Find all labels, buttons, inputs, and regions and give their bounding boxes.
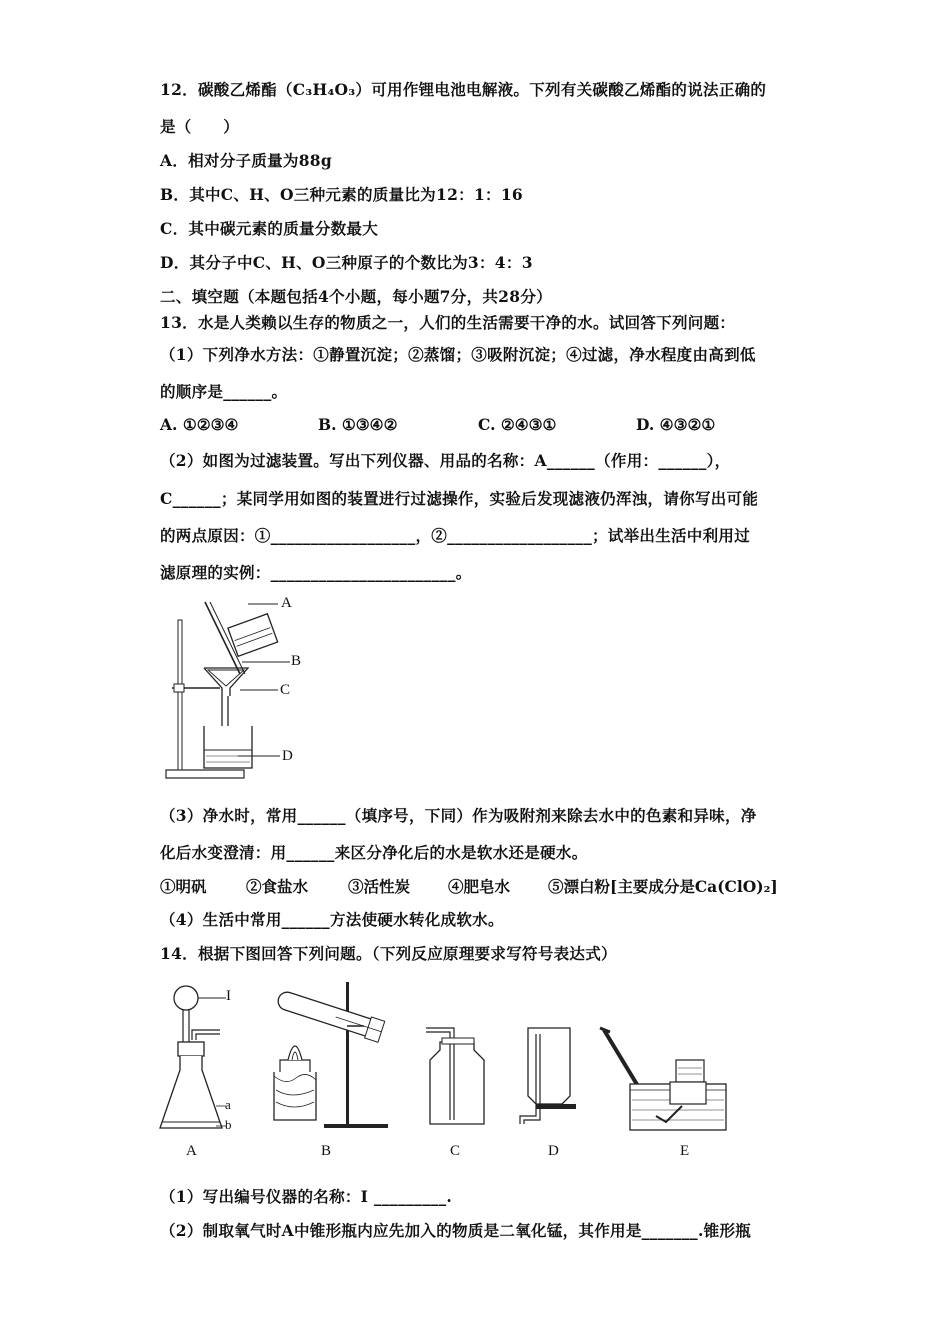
q13-part2-line4: 滤原理的实例：_______________________。 <box>160 563 472 582</box>
q13-part1-line1: （1）下列净水方法：①静置沉淀；②蒸馏；③吸附沉淀；④过滤，净水程度由高到低 <box>160 345 756 364</box>
q14-part2: （2）制取氧气时A中锥形瓶内应先加入的物质是二氧化锰，其作用是_______.锥形瓶 <box>160 1221 752 1240</box>
apparatus-marker-a: a <box>225 1097 231 1112</box>
q13-part2-line3: 的两点原因：①__________________，②__________________；试举出生活中利用过 <box>160 526 751 545</box>
q13-part3-line2: 化后水变澄清：用______来区分净化后的水是软水还是硬水。 <box>160 843 588 862</box>
figure-label-a: A <box>281 595 292 611</box>
section-title: 二、填空题（本题包括4个小题，每小题7分，共28分） <box>160 287 552 306</box>
q13-part3-opt1: ①明矾 <box>160 877 207 896</box>
q13-choice-b: B. ①③④② <box>318 415 398 434</box>
apparatus-d-figure <box>514 1024 580 1126</box>
apparatus-label-c: C <box>450 1143 461 1159</box>
apparatus-e-figure <box>596 1024 734 1136</box>
filtration-apparatus-figure <box>160 592 320 784</box>
stand-rod <box>178 620 182 770</box>
apparatus-b-figure <box>266 976 398 1128</box>
q13-part2-line2: C______；某同学用如图的装置进行过滤操作，实验后发现滤液仍浑浊，请你写出可能 <box>160 489 759 508</box>
q13-part3-line1: （3）净水时，常用______（填序号，下同）作为吸附剂来除去水中的色素和异味，净 <box>160 806 757 825</box>
apparatus-marker-i: I <box>226 988 231 1004</box>
q13-part3-opt5: ⑤漂白粉[主要成分是Ca(ClO)₂] <box>548 877 778 896</box>
q13-part2-line1: （2）如图为过滤装置。写出下列仪器、用品的名称：A______（作用：______）， <box>160 451 731 470</box>
q13-choice-d: D. ④③②① <box>636 415 716 434</box>
apparatus-marker-b: b <box>225 1117 232 1132</box>
apparatus-label-e: E <box>680 1143 690 1159</box>
q12-option-a: A．相对分子质量为88g <box>160 151 333 170</box>
q13-part4: （4）生活中常用______方法使硬水转化成软水。 <box>160 910 504 929</box>
q13-choice-a: A. ①②③④ <box>160 415 239 434</box>
figure-label-c: C <box>280 682 291 698</box>
pouring-beaker <box>228 614 278 657</box>
q12-option-d: D．其分子中C、H、O三种原子的个数比为3：4：3 <box>160 253 533 272</box>
q13-choice-c: C. ②④③① <box>478 415 557 434</box>
q12-stem-line2: 是（ ） <box>160 117 240 136</box>
apparatus-label-a: A <box>186 1143 197 1159</box>
apparatus-label-d: D <box>548 1143 559 1159</box>
q14-part1: （1）写出编号仪器的名称：Ⅰ _________. <box>160 1187 453 1206</box>
q13-stem: 13．水是人类赖以生存的物质之一，人们的生活需要干净的水。试回答下列问题： <box>160 313 736 332</box>
stand-base <box>166 770 244 778</box>
apparatus-a-figure <box>156 978 246 1136</box>
q14-stem: 14．根据下图回答下列问题。（下列反应原理要求写符号表达式） <box>160 944 617 963</box>
q13-part3-opt4: ④肥皂水 <box>448 877 511 896</box>
q12-option-c: C．其中碳元素的质量分数最大 <box>160 219 379 238</box>
apparatus-label-b: B <box>321 1143 332 1159</box>
figure-label-b: B <box>291 653 302 669</box>
q12-stem-line1: 12．碳酸乙烯酯（C₃H₄O₃）可用作锂电池电解液。下列有关碳酸乙烯酯的说法正确的 <box>160 80 767 99</box>
figure-label-d: D <box>282 748 293 764</box>
q13-part3-opt2: ②食盐水 <box>246 877 309 896</box>
apparatus-c-figure <box>424 1024 490 1126</box>
q13-part1-line2: 的顺序是______。 <box>160 382 288 401</box>
q12-option-b: B．其中C、H、O三种元素的质量比为12：1：16 <box>160 185 524 204</box>
q13-part3-opt3: ③活性炭 <box>348 877 411 896</box>
